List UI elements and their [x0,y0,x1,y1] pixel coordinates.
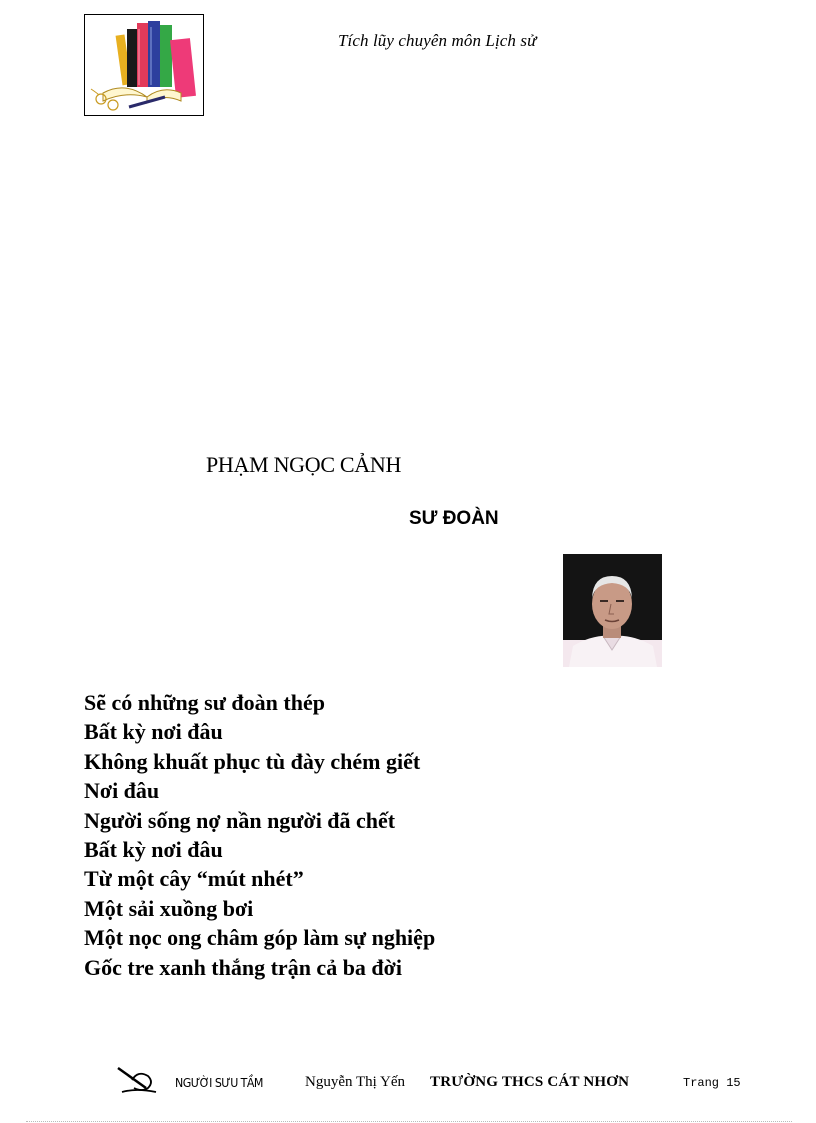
portrait-photo [563,554,662,667]
collector-name: Nguyễn Thị Yến [305,1074,405,1090]
poem-line: Nơi đâu [84,778,160,804]
books-logo [84,14,204,116]
poem-line: Gốc tre xanh thắng trận cả ba đời [84,954,402,980]
poem-line: Sẽ có những sư đoàn thép [84,690,325,715]
poem-title: SƯ ĐOÀN [409,508,499,529]
author-portrait [563,554,662,667]
poem-line: Từ một cây “mút nhét” [84,866,304,892]
poem-line: Bất kỳ nơi đâu [84,719,223,745]
header-title: Tích lũy chuyên môn Lịch sử [338,31,537,50]
collector-label: NGƯỜI SƯU TẦM [175,1076,263,1090]
poem-body [84,688,435,982]
poem-line: Không khuất phục tù đày chém giết [84,748,421,774]
poem-line: Bất kỳ nơi đâu [84,837,223,863]
school-name: TRƯỜNG THCS CÁT NHƠN [430,1074,630,1090]
poem-line: Một nọc ong châm góp làm sự nghiệp [84,925,436,951]
poem-line: Người sống nợ nần người đã chết [84,807,396,833]
poem-line: Một sải xuồng bơi [84,895,254,921]
page-number: Trang 15 [683,1076,741,1090]
pen-writing-icon [116,1066,160,1096]
poem-author: PHẠM NGỌC CẢNH [206,452,402,477]
page-footer [0,1066,816,1106]
footer-divider [26,1121,792,1122]
books-icon [85,15,203,115]
